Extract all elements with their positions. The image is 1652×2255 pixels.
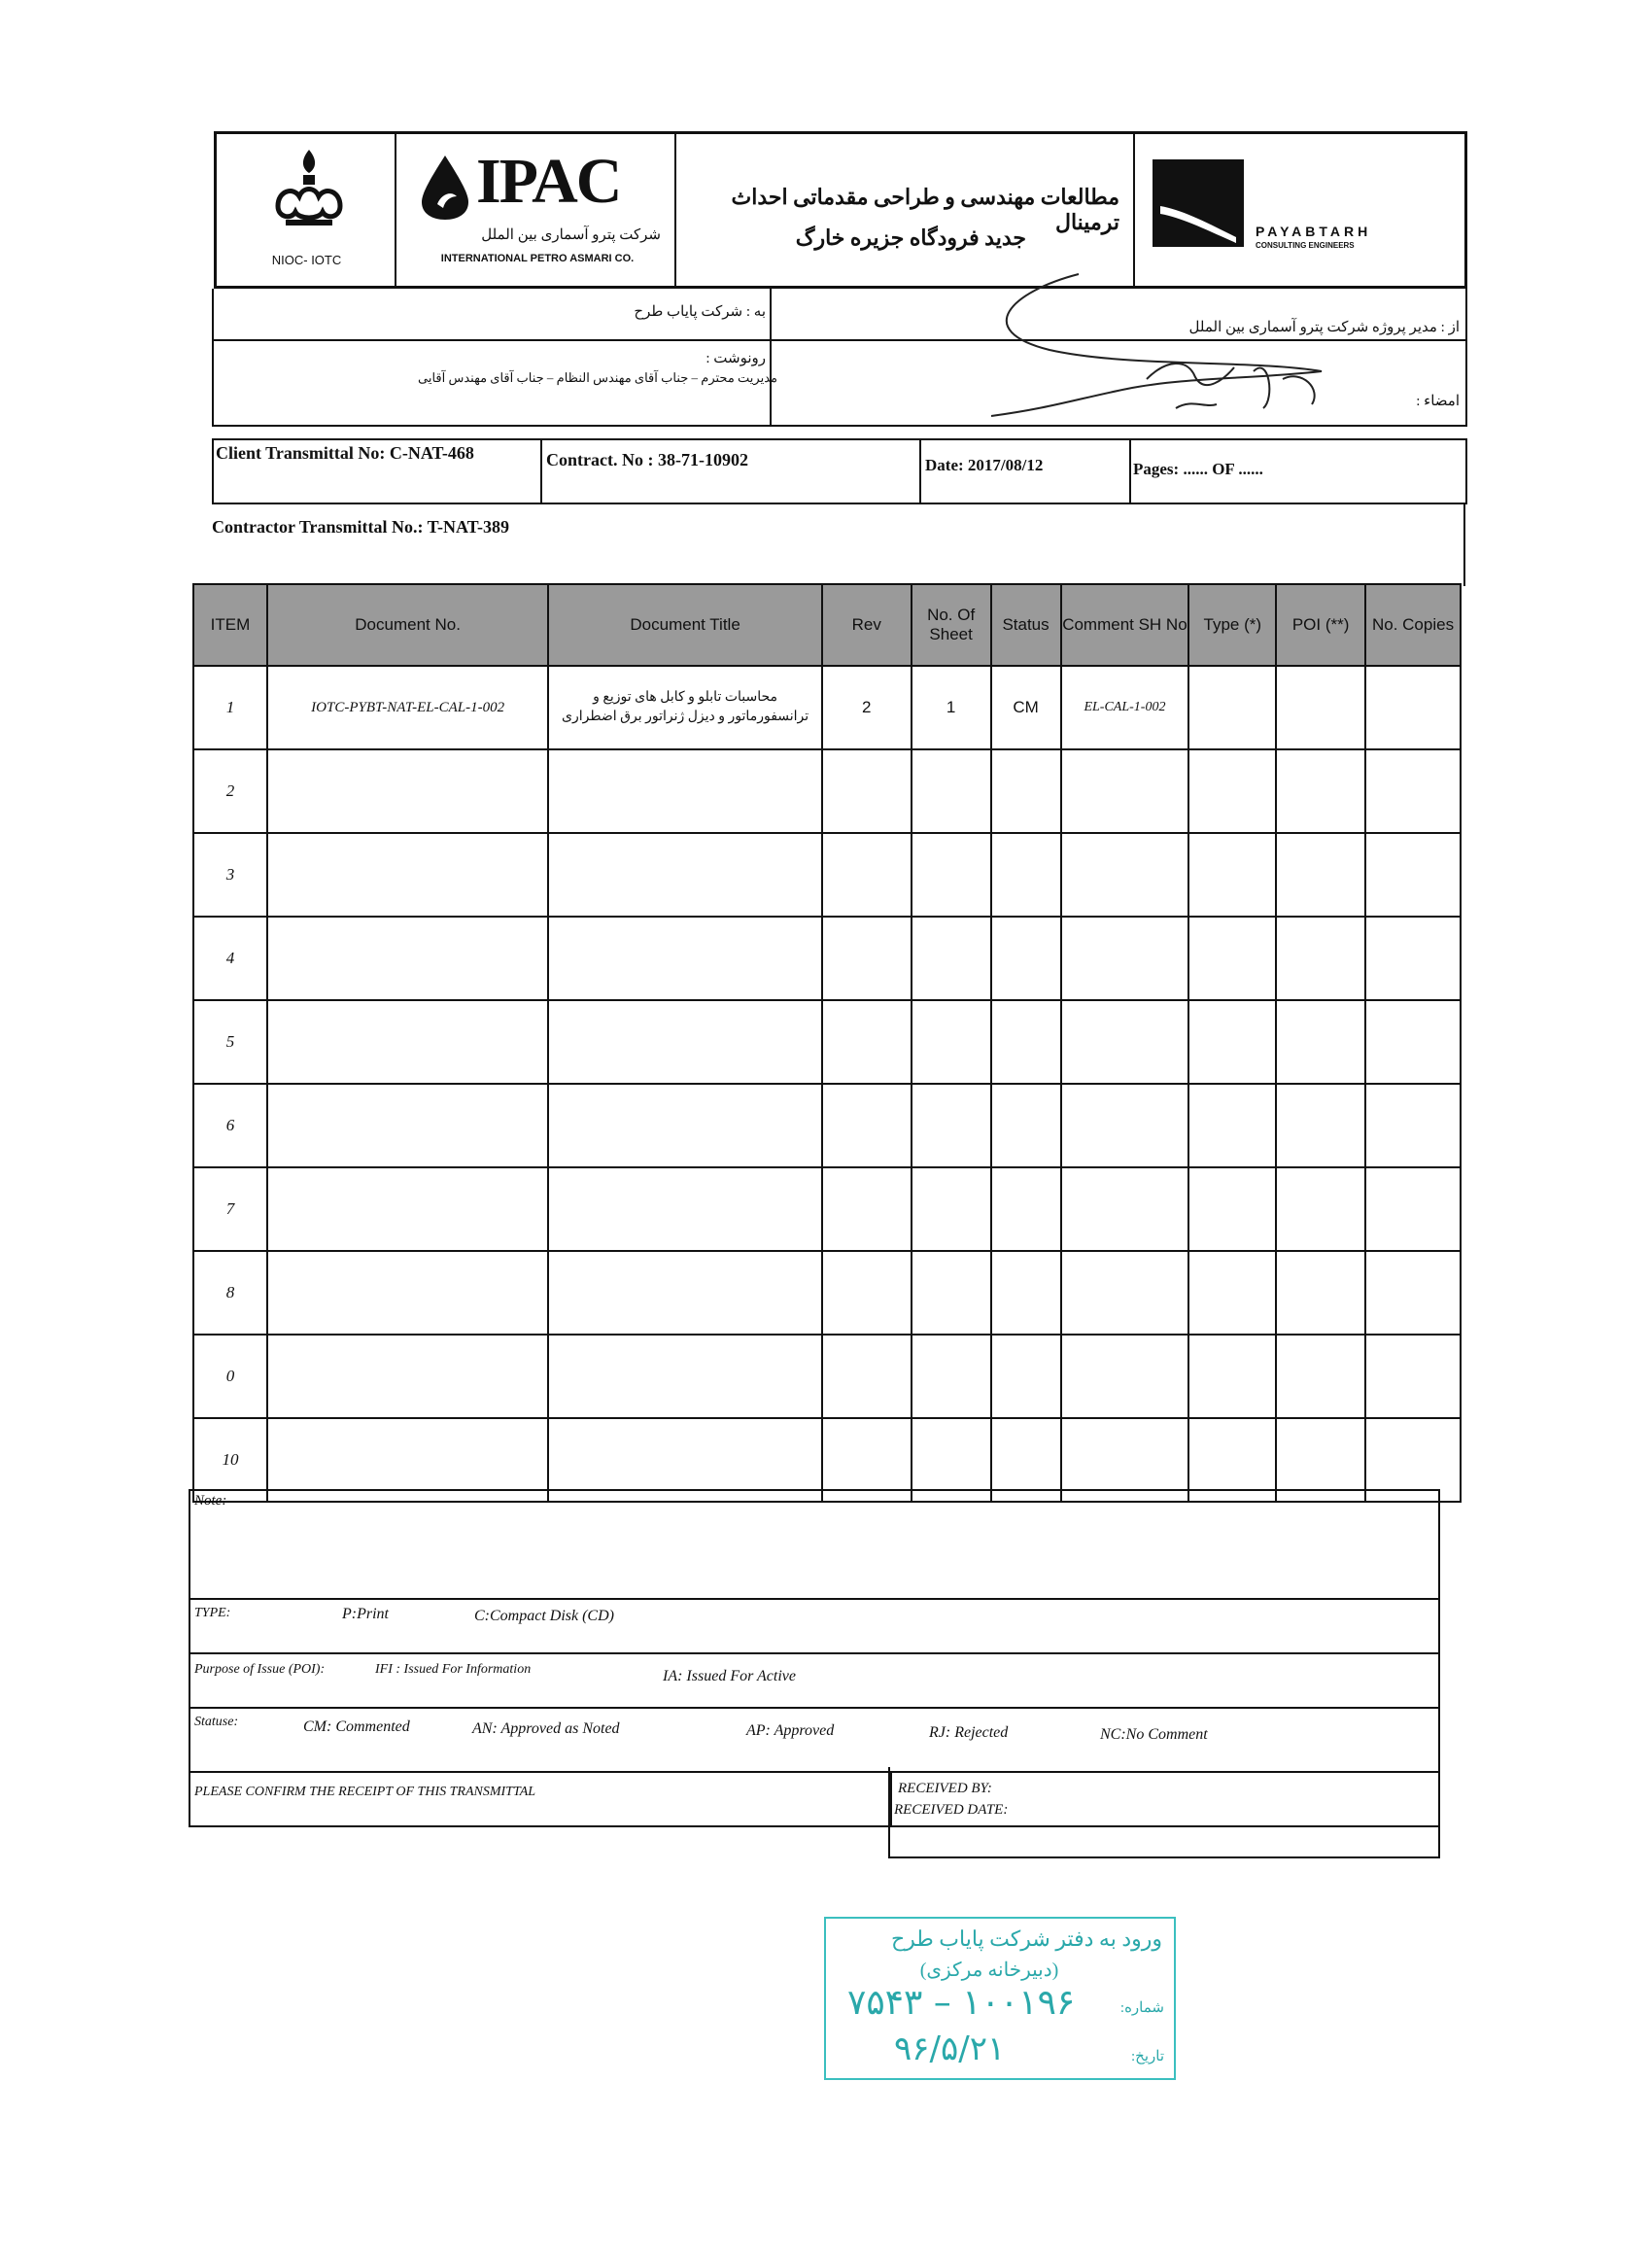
row-status: [991, 1000, 1061, 1084]
row-sheets: [912, 917, 991, 1000]
note-label: Note:: [194, 1493, 227, 1509]
to-recipient: به : شرکت پایاب طرح: [634, 304, 766, 320]
row-rev: [822, 1251, 912, 1335]
received-by-label: RECEIVED BY:: [898, 1781, 992, 1796]
row-copies: [1365, 749, 1461, 833]
row-rev: [822, 749, 912, 833]
row-item: 8: [193, 1251, 267, 1335]
type-label: TYPE:: [194, 1606, 231, 1620]
received-date-label: RECEIVED DATE:: [894, 1802, 1009, 1818]
meta-divider-3: [1129, 440, 1131, 503]
status-rj: RJ: Rejected: [929, 1724, 1009, 1741]
ipac-persian-name: شرکت پترو آسماری بین الملل: [481, 227, 661, 243]
documents-table: [192, 583, 1462, 1503]
row-doc-no: [267, 749, 548, 833]
col-status: Status: [991, 584, 1061, 666]
col-item: ITEM: [193, 584, 267, 666]
row-poi: [1276, 1167, 1365, 1251]
row-rev: [822, 1167, 912, 1251]
poi-ia: IA: Issued For Active: [663, 1668, 796, 1684]
row-status: [991, 917, 1061, 1000]
row-poi: [1276, 1251, 1365, 1335]
row-comment: [1061, 917, 1189, 1000]
row-doc-no: [267, 917, 548, 1000]
row-doc-no: [267, 1084, 548, 1167]
row-item: 7: [193, 1167, 267, 1251]
table-row: [193, 1251, 1461, 1335]
row-poi: [1276, 666, 1365, 749]
table-row: [193, 749, 1461, 833]
row-sheets: [912, 1251, 991, 1335]
stamp-line1: ورود به دفتر شرکت پایاب طرح: [890, 1926, 1162, 1951]
meta-divider-1: [540, 440, 542, 503]
signature-scribble: [933, 262, 1380, 428]
row-comment: [1061, 749, 1189, 833]
ipac-logo-cell: [396, 134, 676, 286]
col-no-copies: No. Copies: [1365, 584, 1461, 666]
stamp-date-label: تاریخ:: [1130, 2049, 1164, 2064]
payabtarh-subtitle: CONSULTING ENGINEERS: [1256, 241, 1355, 250]
row-comment: [1061, 1335, 1189, 1418]
nioc-label: NIOC- IOTC: [271, 253, 342, 267]
table-row: [193, 1335, 1461, 1418]
to-from-divider: [770, 289, 772, 339]
row-doc-no: [267, 1167, 548, 1251]
table-row: [193, 1000, 1461, 1084]
row-status: CM: [991, 666, 1061, 749]
table-row: [193, 833, 1461, 917]
payabtarh-logo-icon: [1153, 159, 1244, 247]
nioc-logo-cell: [217, 134, 396, 286]
row-comment: EL-CAL-1-002: [1061, 666, 1189, 749]
ipac-logo-text: IPAC: [476, 146, 621, 217]
row-doc-no: [267, 1000, 548, 1084]
row-status: [991, 1084, 1061, 1167]
from-sender: از : مدیر پروژه شرکت پترو آسماری بین الملل: [1188, 320, 1460, 335]
row-poi: [1276, 1335, 1365, 1418]
row-sheets: [912, 1084, 991, 1167]
row-type: [1188, 749, 1276, 833]
row-rev: [822, 1000, 912, 1084]
row-item: 3: [193, 833, 267, 917]
row-copies: [1365, 833, 1461, 917]
row-rev: [822, 917, 912, 1000]
row-type: [1188, 666, 1276, 749]
row-doc-title: [548, 917, 822, 1000]
stamp-number-value: ۱۰۰۱۹۶ – ۷۵۴۳: [847, 1983, 1076, 2023]
row-doc-title: [548, 1000, 822, 1084]
row-poi: [1276, 1000, 1365, 1084]
row-copies: [1365, 1000, 1461, 1084]
col-poi: POI (**): [1276, 584, 1365, 666]
row-status: [991, 1167, 1061, 1251]
ipac-english-name: INTERNATIONAL PETRO ASMARI CO.: [440, 253, 635, 264]
table-header-row: [193, 584, 1461, 666]
row-type: [1188, 833, 1276, 917]
row-item: 6: [193, 1084, 267, 1167]
row-doc-title: [548, 1084, 822, 1167]
status-nc: NC:No Comment: [1100, 1726, 1208, 1743]
col-rev: Rev: [822, 584, 912, 666]
cc-label: رونوشت :: [706, 351, 766, 366]
row-rev: [822, 833, 912, 917]
row-doc-title: محاسبات تابلو و کابل های توزیع و ترانسفورماتور و دیزل ژنراتور برق اضطراری: [548, 666, 822, 749]
row-doc-title: [548, 749, 822, 833]
row-sheets: [912, 749, 991, 833]
row-sheets: 1: [912, 666, 991, 749]
stamp-line2: (دبیرخانه مرکزی): [919, 1960, 1059, 1981]
row-poi: [1276, 917, 1365, 1000]
row-status: [991, 749, 1061, 833]
confirm-receipt-text: PLEASE CONFIRM THE RECEIPT OF THIS TRANSMITTAL: [194, 1785, 536, 1799]
status-cm: CM: Commented: [303, 1718, 410, 1735]
col-comment-sh-no: Comment SH No: [1061, 584, 1189, 666]
project-title-line1: مطالعات مهندسی و طراحی مقدماتی احداث ترمینال: [731, 185, 1119, 234]
stamp-date-value: ۹۶/۵/۲۱: [894, 2030, 1006, 2068]
registry-stamp: [824, 1917, 1176, 2080]
row-doc-title: [548, 833, 822, 917]
table-row: [193, 666, 1461, 749]
row-type: [1188, 917, 1276, 1000]
row-poi: [1276, 833, 1365, 917]
row-rev: [822, 1335, 912, 1418]
row-type: [1188, 1335, 1276, 1418]
row-doc-title: [548, 1167, 822, 1251]
row-status: [991, 1335, 1061, 1418]
row-copies: [1365, 917, 1461, 1000]
row-type: [1188, 1084, 1276, 1167]
contractor-transmittal-no: Contractor Transmittal No.: T-NAT-389: [212, 517, 509, 537]
received-box: [888, 1767, 1440, 1858]
row-doc-no: [267, 833, 548, 917]
row-item: 2: [193, 749, 267, 833]
table-row: [193, 1084, 1461, 1167]
status-an: AN: Approved as Noted: [472, 1720, 620, 1737]
row-comment: [1061, 1084, 1189, 1167]
row-item: 1: [193, 666, 267, 749]
row-poi: [1276, 749, 1365, 833]
table-row: [193, 917, 1461, 1000]
cc-value: مدیریت محترم – جناب آقای مهندس النظام – جناب آقای مهندس آقایی: [417, 370, 777, 385]
row-comment: [1061, 1251, 1189, 1335]
row-comment: [1061, 1000, 1189, 1084]
nioc-logo-icon: [270, 148, 348, 233]
status-label: Statuse:: [194, 1715, 239, 1729]
client-transmittal-no: Client Transmittal No: C-NAT-468: [216, 443, 474, 463]
col-no-of-sheet: No. Of Sheet: [912, 584, 991, 666]
row-doc-no: [267, 1251, 548, 1335]
type-cd: C:Compact Disk (CD): [474, 1608, 614, 1624]
row-rev: 2: [822, 666, 912, 749]
payabtarh-name: PAYABTARH: [1256, 224, 1372, 239]
table-row: [193, 1167, 1461, 1251]
type-print: P:Print: [342, 1606, 389, 1622]
contract-no: Contract. No : 38-71-10902: [546, 450, 748, 469]
row-doc-title: [548, 1335, 822, 1418]
row-sheets: [912, 1167, 991, 1251]
row-sheets: [912, 833, 991, 917]
type-legend-row: [189, 1598, 1440, 1652]
row-copies: [1365, 1167, 1461, 1251]
row-poi: [1276, 1084, 1365, 1167]
row-status: [991, 833, 1061, 917]
row-type: [1188, 1167, 1276, 1251]
row-doc-no: IOTC-PYBT-NAT-EL-CAL-1-002: [267, 666, 548, 749]
row-copies: [1365, 666, 1461, 749]
col-type: Type (*): [1188, 584, 1276, 666]
row-comment: [1061, 833, 1189, 917]
project-title-line2: جدید فرودگاه جزیره خارگ: [795, 226, 1026, 250]
row-sheets: [912, 1335, 991, 1418]
row-copies: [1365, 1335, 1461, 1418]
pages-count: Pages: ...... OF ......: [1133, 460, 1263, 478]
signature-label: امضاء :: [1416, 394, 1460, 409]
row-copies: [1365, 1251, 1461, 1335]
row-doc-no: [267, 1335, 548, 1418]
status-ap: AP: Approved: [746, 1722, 835, 1739]
transmittal-meta-row: [212, 438, 1467, 504]
row-type: [1188, 1000, 1276, 1084]
row-copies: [1365, 1084, 1461, 1167]
ipac-drop-icon: [416, 154, 474, 222]
meta-right-rule: [1463, 504, 1465, 586]
row-doc-title: [548, 1251, 822, 1335]
transmittal-date: Date: 2017/08/12: [925, 456, 1044, 474]
row-type: [1188, 1251, 1276, 1335]
note-box: [189, 1489, 1440, 1598]
row-item: 5: [193, 1000, 267, 1084]
poi-label: Purpose of Issue (POI):: [194, 1662, 326, 1677]
poi-ifi: IFI : Issued For Information: [375, 1662, 532, 1677]
row-item: 10: [193, 1418, 267, 1502]
row-comment: [1061, 1167, 1189, 1251]
row-sheets: [912, 1000, 991, 1084]
poi-legend-row: [189, 1652, 1440, 1707]
row-status: [991, 1251, 1061, 1335]
col-document-no: Document No.: [267, 584, 548, 666]
row-item: 0: [193, 1335, 267, 1418]
stamp-number-label: شماره:: [1119, 2000, 1164, 2016]
meta-divider-2: [919, 440, 921, 503]
row-item: 4: [193, 917, 267, 1000]
status-legend-row: [189, 1707, 1440, 1771]
row-rev: [822, 1084, 912, 1167]
col-document-title: Document Title: [548, 584, 822, 666]
